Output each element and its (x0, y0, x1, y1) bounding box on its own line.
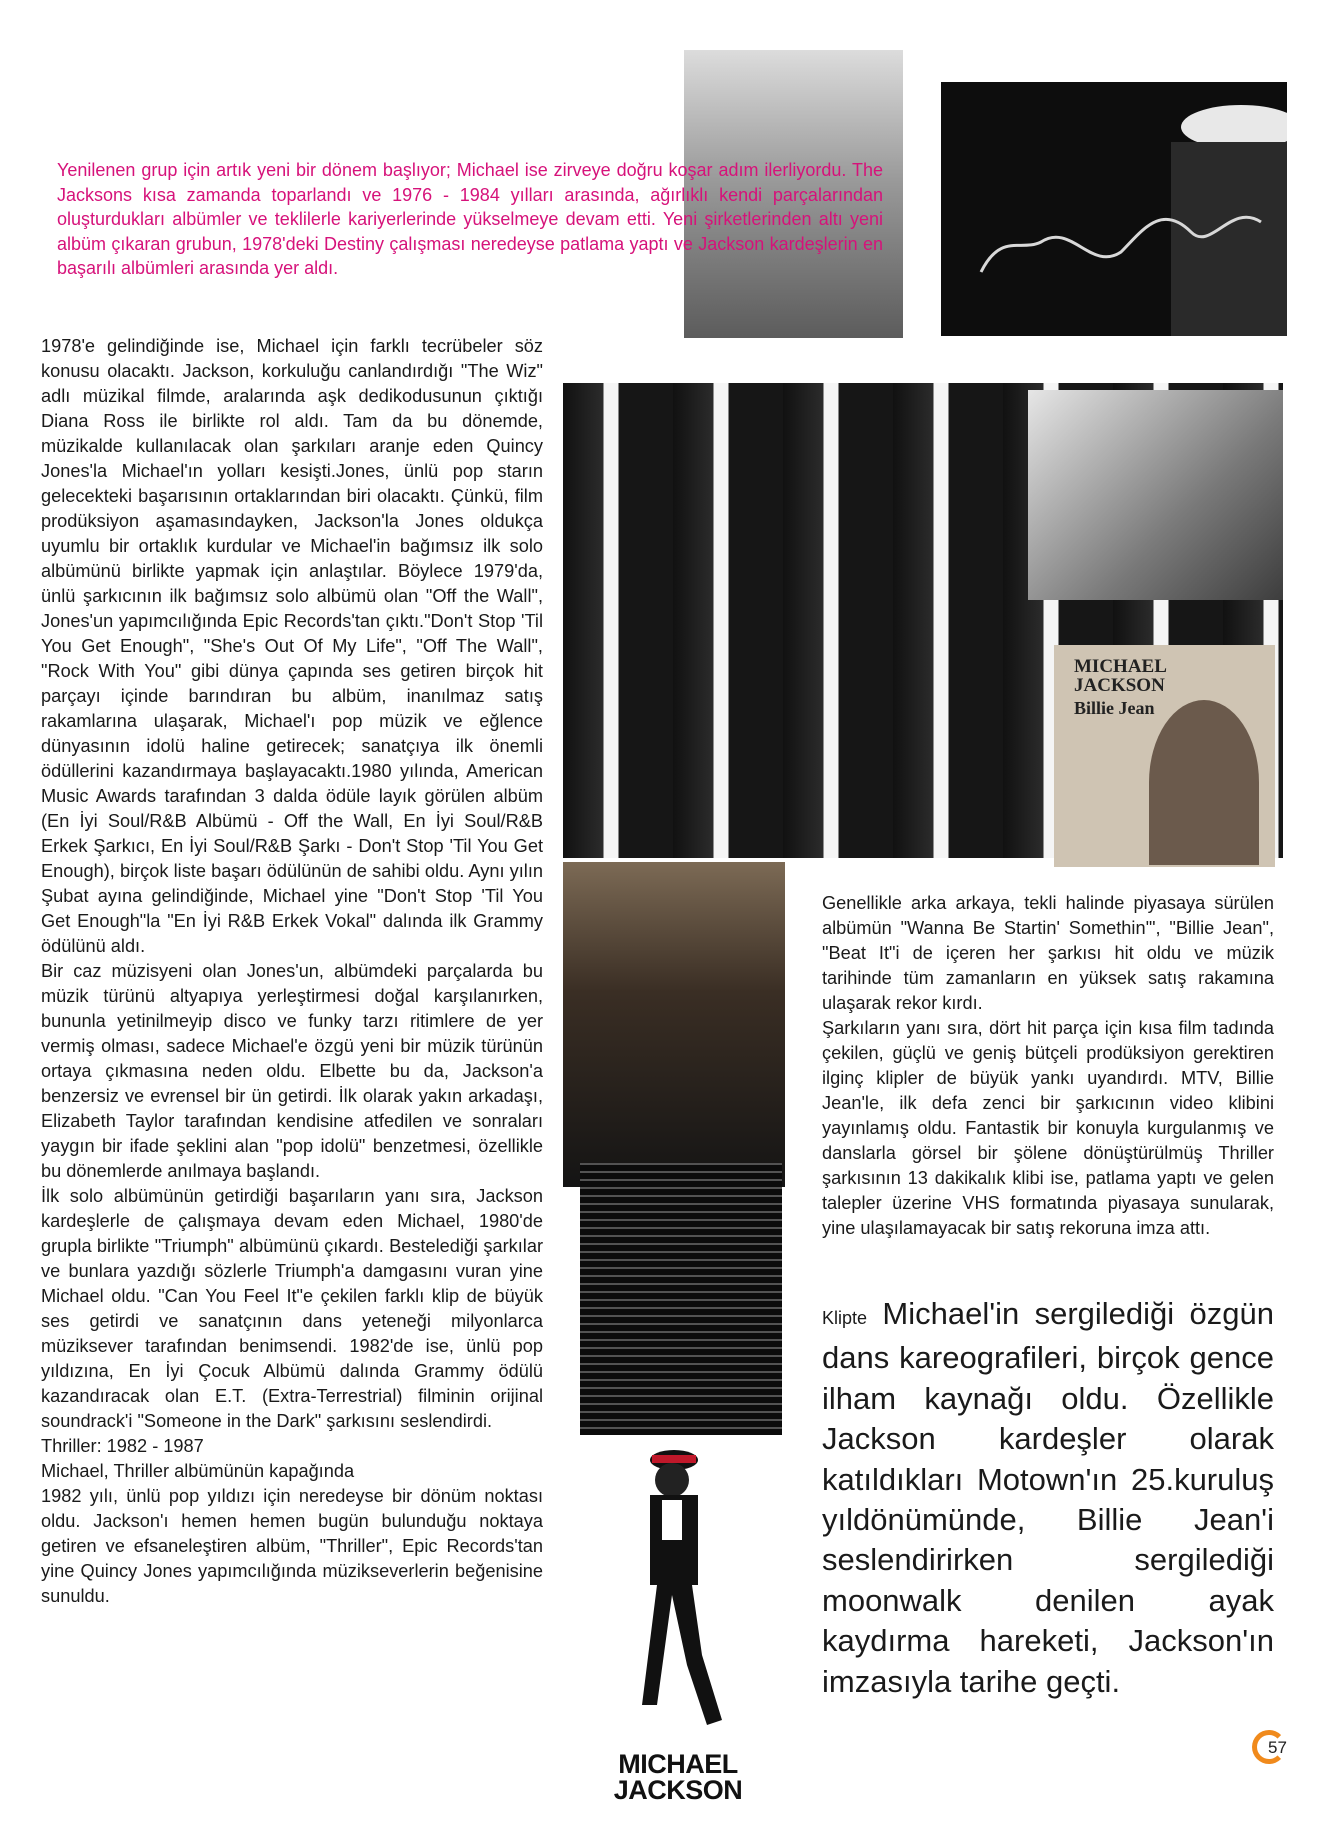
left-column (41, 334, 543, 1609)
page-number-badge (1252, 1730, 1292, 1770)
paragraph-1982: 1982 yılı, ünlü pop yıldızı için neredeyse bir dönüm noktası oldu. Jackson'ı hemen hemen bugün bulunduğu noktaya getiren ve efsaneleştiren albüm, "Thriller", Epic Records'tan yine Quincy Jones yapımcılığında müzikseverlerin beğenisine sunuldu. (41, 1486, 543, 1606)
album-artist-last: JACKSON (1074, 675, 1165, 696)
crowd-photo (563, 862, 785, 1187)
signature-photo (941, 82, 1287, 336)
pull-quote (822, 1294, 1274, 1702)
piano-photo (1028, 390, 1283, 600)
signature-drawing (941, 82, 1287, 336)
news-collage (580, 1163, 782, 1435)
paragraph-triumph: İlk solo albümünün getirdiği başarıların yanı sıra, Jackson kardeşlerle de çalışmaya devam eden Michael, 1980'de grupla birlikte "Triumph" albümünü çıkardı. Bestelediği şarkılar ve bunlara yazdığı sözlerle Triumph'a damgasını vuran yine Michael oldu. "Can You Feel It"e çekilen farklı klip de büyük ses getirdi ve sanatçının dans yeteneği milyonlarca müziksever tarafından benimsendi. 1982'de ise, ünlü pop yıldızına, En İyi Çocuk Albümü dalında Grammy ödülü kazandıracak olan E.T. (Extra-Terrestrial) filminin orijinal soundrack'i "Someone in the Dark" şarkısını seslendirdi. (41, 1186, 543, 1431)
album-artist-first: MICHAEL (1074, 656, 1167, 677)
page-number: 57 (1268, 1738, 1287, 1757)
pull-quote-text: Michael'in sergilediği özgün dans kareografileri, birçok gence ilham kaynağı oldu. Özellikle Jackson kardeşler olarak katıldıkları Motown'ın 25.kuruluş yıldönümünde, Billie Jean'i seslendirirken sergilediği moonwalk denilen ayak kaydırma hareketi, Jackson'ın imzasıyla tarihe geçti. (822, 1296, 1274, 1699)
logo-line-1: MICHAEL (618, 1749, 738, 1779)
moonwalk-silhouette (612, 1435, 737, 1735)
right-column (822, 891, 1274, 1241)
paragraph-jazz: Bir caz müzisyeni olan Jones'un, albümdeki parçalarda bu müzik türünü altyapıya yerleştirmesi doğal karşılanırken, bununla yetinilmeyip disco ve funky tarzı ritimlere de yer vermiş olması, sadece Michael'e özgü yeni bir müzik türünün ortaya çıkmasına neden oldu. Elbette bu da, Jackson'a benzersiz ve evrensel bir ün getirdi. İlk olarak yakın arkadaşı, Elizabeth Taylor tarafından kendisine atfedilen ve sonraları yaygın bir ifade şeklini alan "pop idolü" benzetmesi, özellikle bu dönemlerde anılmaya başlandı. (41, 961, 543, 1181)
intro-paragraph: Yenilenen grup için artık yeni bir dönem başlıyor; Michael ise zirveye doğru koşar adım ilerliyordu. The Jacksons kısa zamanda toparlandı ve 1976 - 1984 yılları arasında, ağırlıklı kendi parçalarından oluşturdukları albümler ve teklilerle kariyerlerinde yükselmeye devam etti. Yeni şirketlerinden altı yeni albüm çıkaran grubun, 1978'deki Destiny çalışması neredeyse patlama yaptı ve Jackson kardeşlerin en başarılı albümleri arasında yer aldı. (57, 160, 883, 279)
logo-line-2: JACKSON (613, 1775, 743, 1805)
section-heading-thriller: Thriller: 1982 - 1987 (41, 1436, 204, 1456)
paragraph-videos: Şarkıların yanı sıra, dört hit parça için kısa film tadında çekilen, güçlü ve geniş bütçeli prodüksiyon gerektiren ilginç klipler de büyük yankı uyandırdı. MTV, Billie Jean'le, ilk defa zenci bir şarkıcının video klibini yayınlamış oldu. Fantastik bir konuyla kurgulanmış ve danslarla görsel bir şölene dönüştürülmüş Thriller şarkısının 13 dakikalık klibi ise, patlama yaptı ve gelen talepler üzerine VHS formatında piyasaya sunularak, yine ulaşılamayacak bir satış rekoruna imza attı. (822, 1018, 1274, 1238)
dancer-figure (612, 1435, 737, 1735)
pull-quote-lead: Klipte (822, 1308, 868, 1328)
album-title: Billie Jean (1074, 698, 1155, 718)
paragraph-1978: 1978'e gelindiğinde ise, Michael için farklı tecrübeler söz konusu olacaktı. Jackson, korkuluğu canlandırdığı "The Wiz" adlı müzikal filmde, aralarında aşk dedikodusunun çıktığı Diana Ross ile birlikte rol aldı. Tam da bu dönemde, müzikalde kullanılacak olan şarkıları aranje eden Quincy Jones'la Michael'ın yolları kesişti.Jones, ünlü pop starın gelecekteki başarısının ortaklarından biri olacaktı. Çünkü, film prodüksiyon aşamasındayken, Jackson'la Jones oldukça uyumlu bir ortaklık kurdular ve Michael'in bağımsız ilk solo albümünü birlikte yapmak için anlaştılar. Böylece 1979'da, ünlü şarkıcının ilk bağımsız solo albümü olan "Off the Wall", Jones'un yapımcılığında Epic Records'tan çıktı."Don't Stop 'Til You Get Enough", "She's Out Of My Life", "Off The Wall", "Rock With You" gibi dünya çapında ses getiren birçok hit parçayı içinde barındıran bu albüm, inanılmaz satış rakamlarına ulaşarak, Michael'ı pop müzik ve eğlence dünyasının idolü haline getirecek; sanatçıya ilk önemli ödüllerini kazandırmaya başlayacaktı.1980 yılında, American Music Awards tarafından 3 dalda ödüle layık görülen albüm (En İyi Soul/R&B Albümü - Off the Wall, En İyi Soul/R&B Erkek Şarkıcı, En İyi Soul/R&B Şarkı - Don't Stop 'Til You Get Enough), birçok liste başarı ödülünün de sahibi oldu. Aynı yılın Şubat ayına gelindiğinde, Michael yine "Don't Stop 'Til You Get Enough"la "En İyi R&B Erkek Vokal" dalında ilk Grammy ödülünü aldı. (41, 336, 543, 956)
billie-jean-cover (1054, 645, 1275, 867)
michael-jackson-logo (603, 1751, 753, 1803)
paragraph-singles: Genellikle arka arkaya, tekli halinde piyasaya sürülen albümün "Wanna Be Startin' Somethin'", "Billie Jean", "Beat It"i de içeren her şarkısı hit oldu ve müzik tarihinde tüm zamanların en yüksek satış rakamına ulaşarak rekor kırdı. (822, 893, 1274, 1013)
photo-caption: Michael, Thriller albümünün kapağında (41, 1461, 355, 1481)
